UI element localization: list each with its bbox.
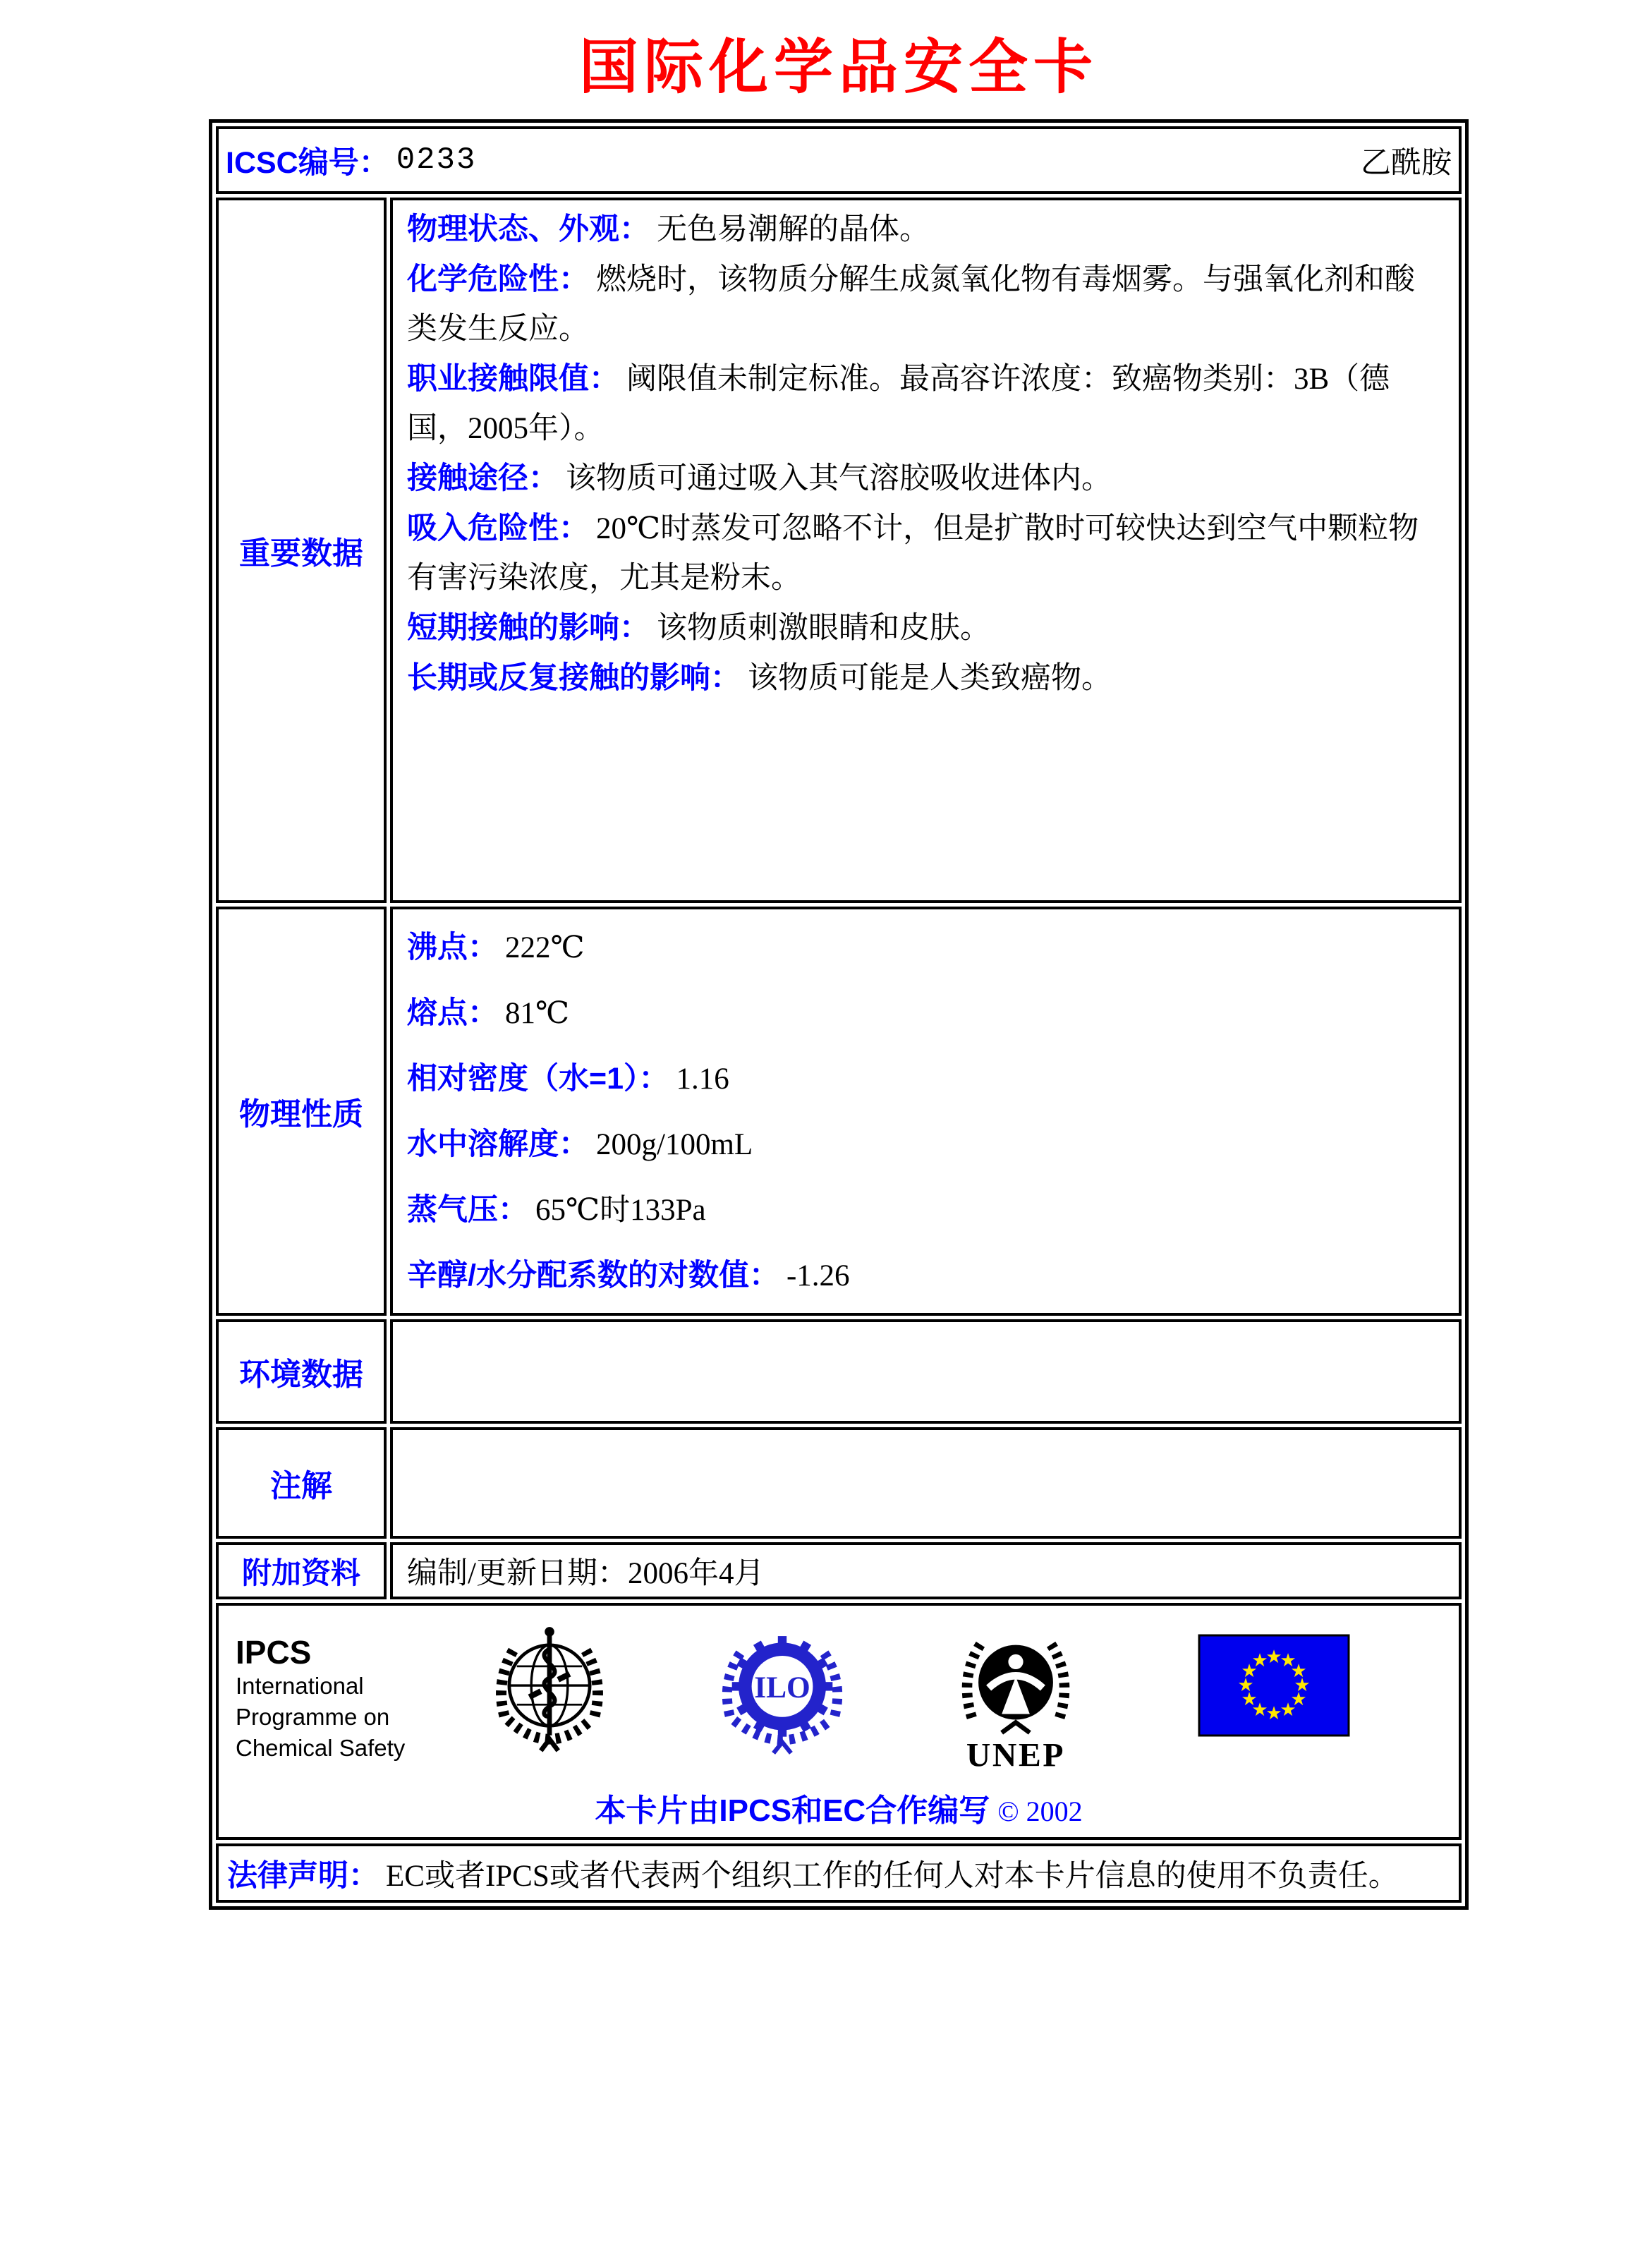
svg-text:★: ★ — [1241, 1689, 1258, 1710]
icsc-number-value: 0233 — [396, 143, 477, 178]
logos-row — [216, 1603, 1462, 1840]
icsc-number-group — [226, 139, 476, 182]
who-logo-icon — [487, 1624, 612, 1768]
prop-vapor-pressure: 蒸气压： 65℃时133Pa — [407, 1193, 706, 1227]
svg-text:★: ★ — [1290, 1661, 1307, 1682]
unep-logo-icon — [955, 1624, 1076, 1783]
important-data-label: 重要数据 — [216, 198, 387, 903]
legal-text: EC或者IPCS或者代表两个组织工作的任何人对本卡片信息的使用不负责任。 — [386, 1859, 1399, 1893]
cooperation-caption — [219, 1785, 1459, 1830]
legal-label: 法律声明： — [227, 1858, 379, 1893]
ilo-logo-icon — [717, 1625, 848, 1764]
unep-logo-text: UNEP — [966, 1737, 1066, 1774]
physical-properties-label: 物理性质 — [216, 907, 387, 1316]
update-date-value: 2006年4月 — [627, 1557, 765, 1590]
physical-properties-row — [216, 907, 1462, 1316]
environmental-data-row — [216, 1319, 1462, 1424]
svg-text:★: ★ — [1290, 1689, 1307, 1710]
notes-content — [390, 1427, 1462, 1539]
additional-info-row — [216, 1542, 1462, 1599]
data-item-inhalation-risk: 吸入危险性： 20℃时蒸发可忽略不计，但是扩散时可较快达到空气中颗粒物有害污染浓度，尤其是粉末。 — [407, 511, 1419, 595]
header-row — [216, 126, 1462, 194]
logos-cell — [216, 1603, 1462, 1840]
data-item-exposure-limits: 职业接触限值： 阈限值未制定标准。最高容许浓度：致癌物类别：3B（德国，2005年）。 — [407, 362, 1390, 445]
header-cell — [216, 126, 1462, 194]
additional-info-content — [390, 1542, 1462, 1599]
legal-row — [216, 1843, 1462, 1903]
svg-text:★: ★ — [1251, 1700, 1268, 1721]
svg-text:★: ★ — [1241, 1661, 1258, 1682]
important-data-content — [390, 198, 1462, 903]
ipcs-acronym: IPCS — [236, 1634, 312, 1671]
svg-text:★: ★ — [1265, 1647, 1282, 1668]
notes-label: 注解 — [216, 1427, 387, 1539]
additional-info-label: 附加资料 — [216, 1542, 387, 1599]
svg-text:★: ★ — [1265, 1703, 1282, 1724]
caption-copyright: © 2002 — [997, 1795, 1083, 1827]
ipcs-line-2: Programme on — [236, 1704, 390, 1730]
environmental-data-content — [390, 1319, 1462, 1424]
important-data-row — [216, 198, 1462, 903]
prop-relative-density: 相对密度（水=1）： 1.16 — [407, 1062, 729, 1096]
data-item-physical-state: 物理状态、外观： 无色易潮解的晶体。 — [407, 212, 930, 246]
data-item-exposure-routes: 接触途径： 该物质可通过吸入其气溶胶吸收进体内。 — [407, 461, 1112, 495]
svg-text:★: ★ — [1251, 1650, 1268, 1671]
svg-text:★: ★ — [1280, 1700, 1296, 1721]
prop-water-solubility: 水中溶解度： 200g/100mL — [407, 1127, 753, 1161]
prop-octanol-water: 辛醇/水分配系数的对数值： -1.26 — [407, 1259, 850, 1292]
data-item-chemical-danger: 化学危险性： 燃烧时，该物质分解生成氮氧化物有毒烟雾。与强氧化剂和酸类发生反应。 — [407, 262, 1415, 346]
svg-text:★: ★ — [1237, 1675, 1254, 1696]
title-bar — [209, 20, 1469, 105]
ilo-logo-text: ILO — [754, 1670, 810, 1704]
ipcs-line-1: International — [236, 1673, 364, 1699]
icsc-card — [209, 119, 1469, 1910]
prop-boiling-point: 沸点： 222℃ — [407, 931, 585, 964]
caption-text: 本卡片由IPCS和EC合作编写 — [595, 1793, 990, 1828]
environmental-data-label: 环境数据 — [216, 1319, 387, 1424]
update-date-label: 编制/更新日期： — [407, 1557, 628, 1590]
svg-text:★: ★ — [1280, 1650, 1296, 1671]
data-item-short-term-effects: 短期接触的影响： 该物质刺激眼睛和皮肤。 — [407, 611, 990, 645]
svg-text:★: ★ — [1294, 1675, 1311, 1696]
icsc-number-label: ICSC编号： — [226, 145, 389, 180]
eu-flag-icon — [1198, 1634, 1350, 1737]
ipcs-text-block — [236, 1634, 426, 1764]
logos-strip — [219, 1606, 1459, 1783]
data-item-long-term-effects: 长期或反复接触的影响： 该物质可能是人类致癌物。 — [407, 661, 1112, 695]
physical-properties-content — [390, 907, 1462, 1316]
ipcs-line-3: Chemical Safety — [236, 1735, 406, 1761]
legal-cell — [216, 1843, 1462, 1903]
prop-melting-point: 熔点： 81℃ — [407, 996, 570, 1030]
chemical-name: 乙酰胺 — [1361, 146, 1452, 180]
notes-row — [216, 1427, 1462, 1539]
page-title: 国际化学品安全卡 — [578, 35, 1098, 101]
